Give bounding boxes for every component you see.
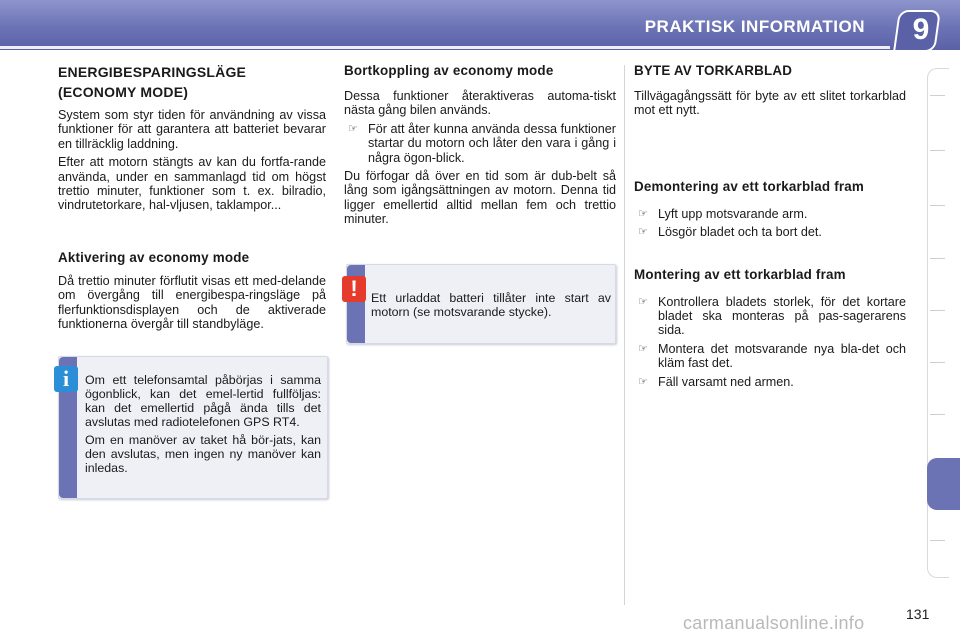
subheading-activation: Aktivering av economy mode — [58, 249, 250, 265]
bullet-item — [634, 207, 906, 221]
pointing-hand-icon: ☞ — [348, 122, 358, 135]
subheading-removal: Demontering av ett torkarblad fram — [634, 178, 865, 194]
watermark: carmanualsonline.info — [683, 613, 865, 633]
bullet-text: Kontrollera bladets storlek, för det kortare bladet ska monteras på pas-sagerarens sida. — [658, 294, 906, 338]
pointing-hand-icon: ☞ — [638, 375, 648, 388]
chapter-number: 9 — [912, 13, 930, 46]
page-header-title: PRAKTISK INFORMATION — [644, 17, 865, 36]
paragraph: Tillvägagångssätt för byte av ett slitet torkarblad mot ett nytt. — [634, 89, 906, 118]
info-paragraph: Om ett telefonsamtal påbörjas i samma ögonblick, kan det emel-lertid fullföljas: kan det emellertid pågå ända tills det avslutas med radiotelefonen GPS RT4. — [85, 373, 321, 429]
pointing-hand-icon: ☞ — [638, 226, 648, 239]
section-title-disable-economy: Bortkoppling av economy mode — [344, 63, 554, 78]
warning-note-text: Ett urladdat batteri tillåter inte start av motorn (se motsvarande stycke). — [371, 291, 611, 319]
paragraph: System som styr tiden för användning av vissa funktioner för att garantera att batteriet bevarar en tillräcklig laddning. — [58, 108, 326, 151]
bullet-text: Fäll varsamt ned armen. — [658, 374, 794, 389]
info-paragraph: Om en manöver av taket hå bör-jats, kan den avslutas, men ingen ny manöver kan inledas. — [85, 433, 321, 475]
chapter-tab-divider — [930, 205, 945, 206]
paragraph: Du förfogar då över en tid som är dub-belt så lång som igångsättningen av motorn. Denna tid ligger emellertid alltid mellan fem och trettio minuter. — [344, 169, 616, 227]
bullet-item — [634, 295, 906, 338]
chapter-tab-divider — [930, 95, 945, 96]
chapter-tab-divider — [930, 258, 945, 259]
bullet-text: Lösgör bladet och ta bort det. — [658, 225, 822, 240]
bullet-item — [634, 375, 906, 389]
paragraph: Efter att motorn stängts av kan du fortfa-rande använda, under en sammanlagd tid om högst trettio minuter, funktioner som t. ex. bilradio, vindrutetorkare, hal-vljusen, taklampor... — [58, 155, 326, 213]
bullet-text: Lyft upp motsvarande arm. — [658, 206, 808, 221]
chapter-tab-divider — [930, 414, 945, 415]
chapter-tab-active[interactable] — [927, 458, 960, 510]
section-title-economy-mode: ENERGIBESPARINGSLÄGE (ECONOMY MODE) — [58, 64, 247, 100]
chapter-tab-divider — [930, 310, 945, 311]
pointing-hand-icon: ☞ — [638, 342, 648, 355]
chapter-tab-divider — [930, 362, 945, 363]
page-number: 131 — [906, 606, 930, 622]
warning-icon: ! — [342, 276, 366, 302]
pointing-hand-icon: ☞ — [638, 207, 648, 220]
info-icon: i — [54, 366, 78, 392]
info-note-box — [58, 356, 328, 499]
bullet-text: Montera det motsvarande nya bla-det och kläm fast det. — [658, 341, 906, 371]
pointing-hand-icon: ☞ — [638, 295, 648, 308]
column-divider — [624, 65, 625, 605]
bullet-item — [344, 122, 616, 165]
column-wiper-blade — [634, 62, 906, 393]
section-title-wiper-blade: BYTE AV TORKARBLAD — [634, 63, 793, 78]
info-note-text — [85, 373, 321, 479]
paragraph: Dessa funktioner återaktiveras automa-tiskt nästa gång bilen används. — [344, 89, 616, 118]
subheading-fitting: Montering av ett torkarblad fram — [634, 266, 846, 282]
warning-note-box — [346, 264, 616, 344]
bullet-text: För att åter kunna använda dessa funktioner startar du motorn och låter den vara i gång i några ögon-blick. — [368, 121, 616, 165]
chapter-tab-divider — [930, 150, 945, 151]
bullet-item — [634, 225, 906, 239]
header-divider — [0, 46, 890, 49]
bullet-item — [634, 342, 906, 371]
column-economy-mode — [58, 62, 326, 335]
chapter-tab-divider — [930, 540, 945, 541]
paragraph: Då trettio minuter förflutit visas ett med-delande om övergång till energibespa-ringsläge på flerfunktionsdisplayen och de aktiverade funktionerna övergår till standbyläge. — [58, 273, 326, 332]
column-disable-economy — [344, 62, 616, 231]
